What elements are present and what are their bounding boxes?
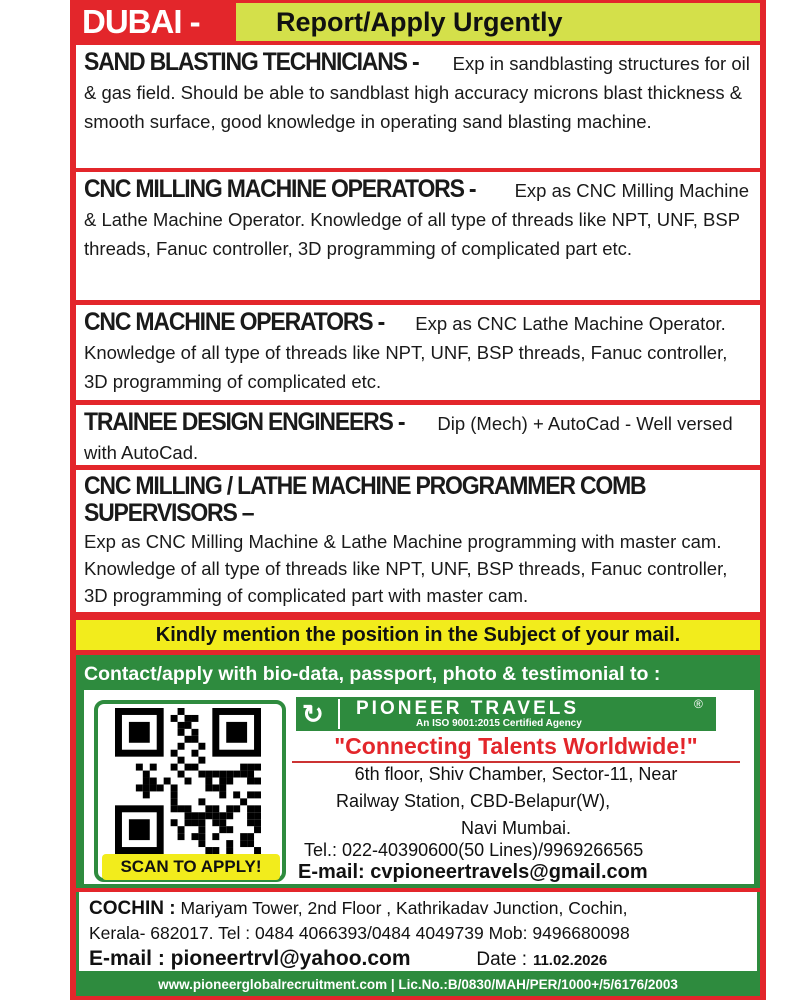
cochin-office [76, 892, 760, 974]
job-cnc-supervisors [76, 470, 760, 612]
logo-divider [338, 699, 340, 729]
footer-website-license[interactable]: www.pioneerglobalrecruitment.com | Lic.No.:B/0830/MAH/PER/1000+/5/6176/2003 [76, 974, 760, 996]
date-label: Date : [476, 949, 528, 970]
scan-to-apply-label: SCAN TO APPLY! [102, 854, 280, 880]
job-desc: Exp as CNC Milling Machine & Lathe Machine programming with master cam. Knowledge of all type of threads like NPT, UNF, BSP threads, Fanuc controller, 3D programming of complicated part with master cam. [84, 531, 728, 606]
registered-mark: ® [694, 697, 703, 711]
address-line: 6th floor, Shiv Chamber, Sector-11, Near [354, 764, 678, 784]
location-label: DUBAI - [82, 3, 200, 40]
job-title: TRAINEE DESIGN ENGINEERS - [84, 408, 405, 436]
job-sand-blasting [76, 45, 760, 168]
contact-heading: Contact/apply with bio-data, passport, photo & testimonial to : [84, 663, 661, 685]
cochin-label: COCHIN : [89, 898, 176, 919]
job-desc: Exp as CNC Milling Machine & Lathe Machine Operator. Knowledge of all type of threads like NPT, UNF, BSP threads, Fanuc controller, 3D programming of complicated part etc. [84, 180, 749, 259]
logo-icon: ↻ [302, 699, 324, 729]
date-value: 11.02.2026 [532, 952, 608, 969]
slogan: "Connecting Talents Worldwide!" [292, 731, 740, 763]
job-title: CNC MILLING / LATHE MACHINE PROGRAMMER COMB SUPERVISORS – [84, 472, 646, 527]
email-link[interactable]: E-mail: cvpioneertravels@gmail.com [298, 861, 648, 883]
job-trainee-design [76, 405, 760, 465]
job-desc: Exp in sandblasting structures for oil & gas field. Should be able to sandblast high accuracy microns blast thickness & smooth surface, good knowledge in operating sand blasting machine. [84, 53, 750, 132]
company-logo [296, 697, 716, 731]
company-name: PIONEER TRAVELS [356, 698, 580, 719]
address-line: Navi Mumbai. [460, 818, 572, 838]
subject-notice: Kindly mention the position in the Subject of your mail. [76, 620, 760, 650]
cochin-email[interactable]: E-mail : pioneertrvl@yahoo.com [89, 947, 411, 970]
job-title: CNC MILLING MACHINE OPERATORS - [84, 175, 476, 203]
phone: Tel.: 022-40390600(50 Lines)/9969266565 [304, 840, 644, 860]
job-title: SAND BLASTING TECHNICIANS - [84, 48, 419, 76]
job-cnc-milling [76, 172, 760, 300]
certification: An ISO 9001:2015 Certified Agency [416, 718, 582, 729]
job-title: CNC MACHINE OPERATORS - [84, 308, 385, 336]
cochin-address: Mariyam Tower, 2nd Floor , Kathrikadav Junction, Cochin, [180, 898, 628, 918]
qr-code-icon[interactable] [112, 708, 264, 854]
job-desc: Exp as CNC Lathe Machine Operator. Knowledge of all type of threads like NPT, UNF, BSP threads, Fanuc controller, 3D programming of complicated etc. [84, 313, 728, 392]
cochin-phone: Kerala- 682017. Tel : 0484 4066393/0484 4049739 Mob: 9496680098 [89, 923, 630, 943]
address-line: Railway Station, CBD-Belapur(W), [336, 791, 611, 811]
job-cnc-machine [76, 305, 760, 400]
urgent-banner: Report/Apply Urgently [236, 3, 760, 41]
job-desc: Dip (Mech) + AutoCad - Well versed with AutoCad. [84, 413, 733, 463]
